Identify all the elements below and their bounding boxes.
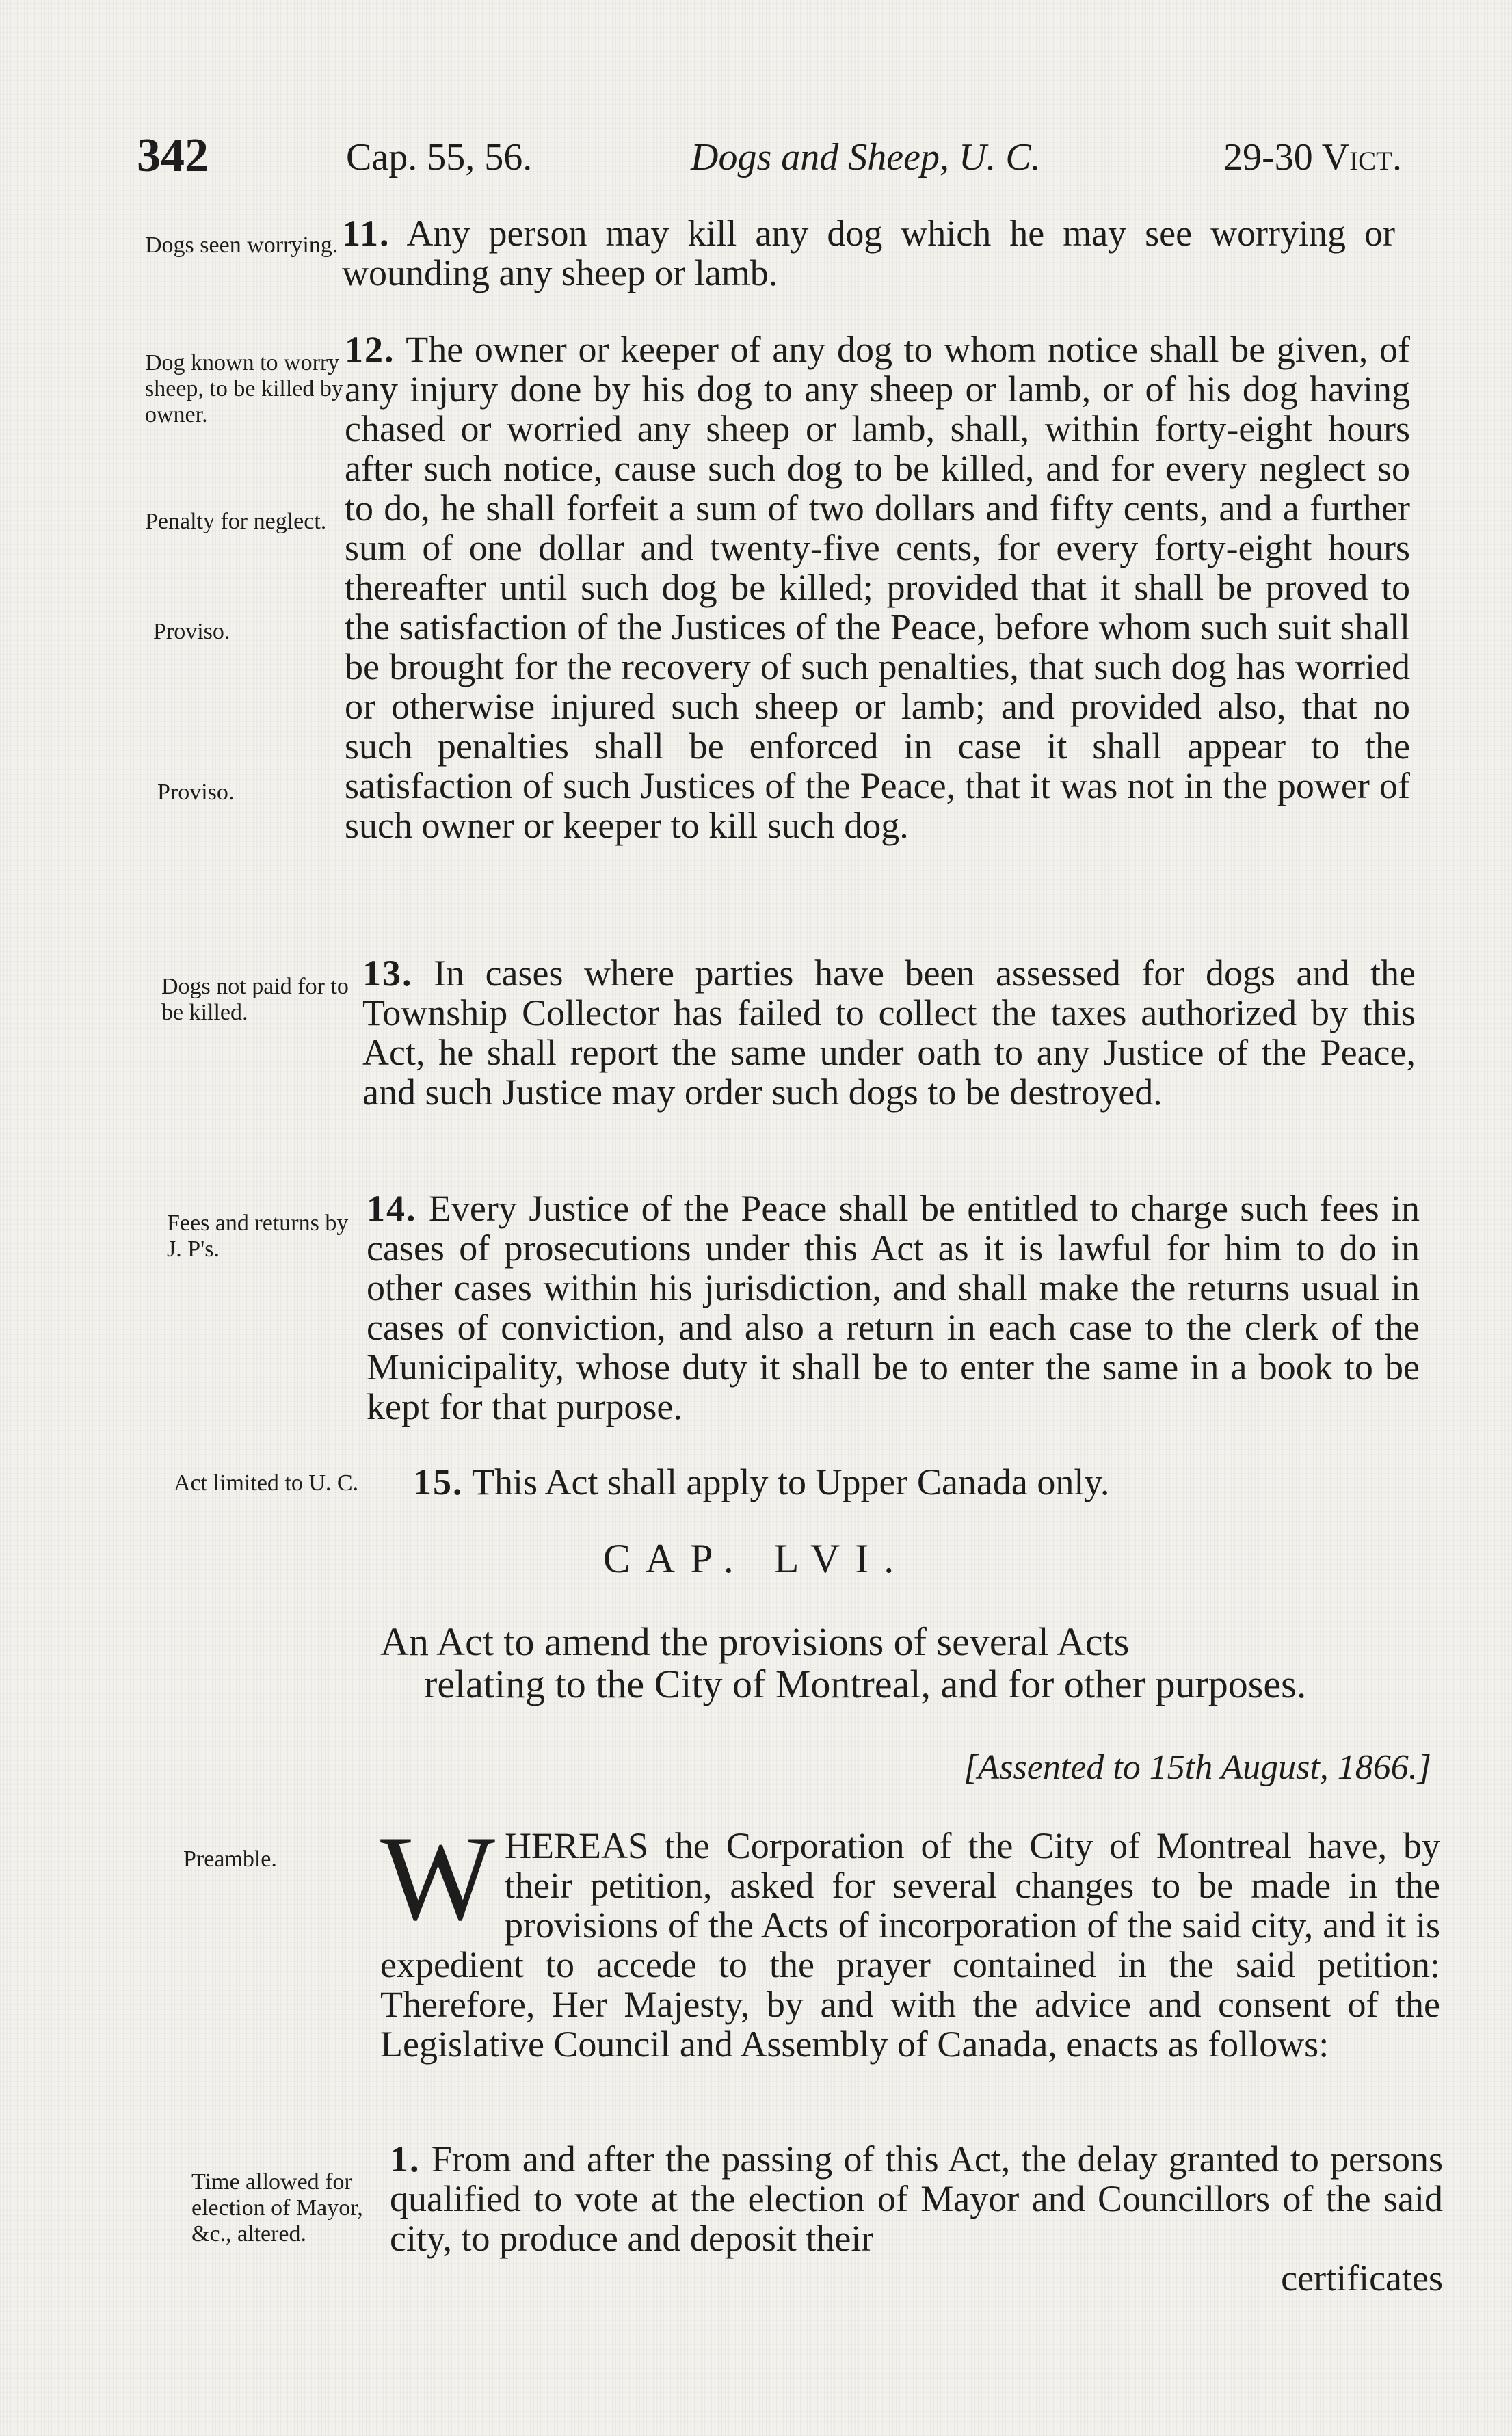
drop-cap: W <box>380 1810 496 1946</box>
running-header <box>137 129 1402 190</box>
running-title: Dogs and Sheep, U. C. <box>691 136 1041 178</box>
section-1 <box>390 2139 1443 2298</box>
section-number: 15. <box>413 1461 464 1502</box>
section-12 <box>345 330 1410 845</box>
margin-note-12: Dog known to worry sheep, to be killed by owner. <box>145 350 343 427</box>
catchword: certificates <box>1281 2258 1443 2299</box>
margin-note-1: Time allowed for election of Mayor, &c., altered. <box>191 2169 363 2247</box>
section-14 <box>367 1189 1420 1427</box>
section-15 <box>413 1462 1411 1502</box>
chapter-heading: CAP. LVI. <box>602 1536 910 1581</box>
section-11 <box>342 213 1395 293</box>
section-number: 12. <box>345 329 395 370</box>
act-title-rest: relating to the City of Montreal, and for other purposes. <box>424 1662 1307 1706</box>
margin-note-proviso-2: Proviso. <box>157 780 235 805</box>
margin-note-penalty: Penalty for neglect. <box>145 509 327 534</box>
section-number: 14. <box>367 1188 417 1229</box>
assent-date: [Assented to 15th August, 1866.] <box>964 1748 1431 1787</box>
page-number: 342 <box>137 129 209 182</box>
section-number: 13. <box>362 953 413 994</box>
section-number: 11. <box>342 213 390 254</box>
section-text: This Act shall apply to Upper Canada only. <box>472 1461 1110 1502</box>
section-13 <box>362 953 1416 1112</box>
margin-note-11: Dogs seen worrying. <box>145 233 339 258</box>
act-title <box>380 1621 1433 1706</box>
margin-note-14: Fees and returns by J. P's. <box>167 1210 349 1262</box>
margin-note-15: Act limited to U. C. <box>174 1470 359 1496</box>
section-text: In cases where parties have been assessed for dogs and the Township Collector has failed to collect the taxes authorized by this Act, he shall report the same under oath to any Justice of the Peace, and such Justice may order such dogs to be destroyed. <box>362 953 1416 1113</box>
section-number: 1. <box>390 2139 421 2180</box>
margin-note-preamble: Preamble. <box>183 1846 277 1872</box>
act-title-first: An Act to amend the provisions of several Acts <box>380 1619 1130 1664</box>
section-text: Every Justice of the Peace shall be entitled to charge such fees in cases of prosecutions under this Act as it is lawful for him to do in other cases within his jurisdiction, and shall make the returns usual in cases of conviction, and also a return in each case to the clerk of the Municipality, whose duty it shall be to enter the same in a book to be kept for that purpose. <box>367 1188 1420 1427</box>
chapter-ref: Cap. 55, 56. <box>346 136 533 178</box>
margin-note-proviso-1: Proviso. <box>153 619 230 644</box>
section-text: From and after the passing of this Act, the delay granted to persons qualified to vote at the election of Mayor and Councillors of the said city, to produce and deposit their <box>390 2139 1443 2259</box>
section-text: Any person may kill any dog which he may see worrying or wounding any sheep or lamb. <box>342 213 1395 293</box>
section-text: The owner or keeper of any dog to whom notice shall be given, of any injury done by his dog to any sheep or lamb, or of his dog having chased or worried any sheep or lamb, shall, within forty-eight hours after such notice, cause such dog to be killed, and for every neglect so to do, he shall forfeit a sum of two dollars and fifty cents, and a further sum of one dollar and twenty-five cents, for every forty-eight hours thereafter until such dog be killed; provided that it shall be proved to the satisfaction of the Justices of the Peace, before whom such suit shall be brought for the recovery of such penalties, that such dog has worried or otherwise injured such sheep or lamb; and provided also, that no such penalties shall be enforced in case it shall appear to the satisfaction of such Justices of the Peace, that it was not in the power of such owner or keeper to kill such dog. <box>345 329 1410 846</box>
preamble <box>380 1810 1440 2065</box>
margin-note-13: Dogs not paid for to be killed. <box>161 974 349 1025</box>
regnal-year: 29-30 Vict. <box>1223 136 1402 178</box>
preamble-text: HEREAS the Corporation of the City of Montreal have, by their petition, asked for several changes to be made in the provisions of the Acts of incorporation of the said city, and it is expedient to accede to the prayer contained in the said petition: Therefore, Her Majesty, by and with the advice and consent of the Legislative Council and Assembly of Canada, enacts as follows: <box>380 1825 1440 2065</box>
